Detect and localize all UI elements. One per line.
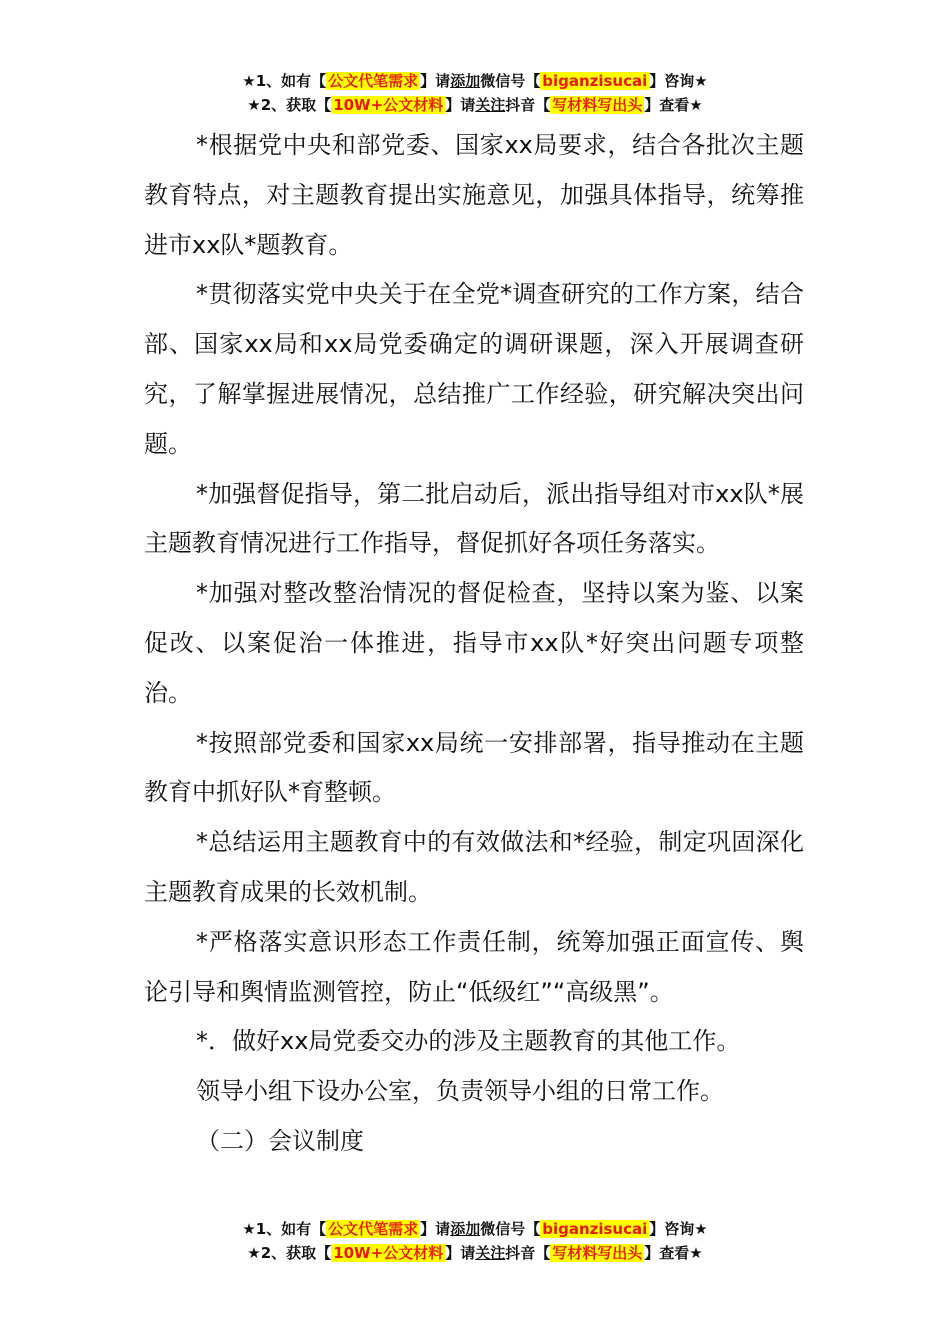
highlight-materials: 10W+公文材料 xyxy=(333,1244,444,1262)
highlight-materials: 10W+公文材料 xyxy=(333,96,444,114)
highlight-douyin: 写材料写出头 xyxy=(552,1244,643,1262)
paragraph: *加强督促指导，第二批启动后，派出指导组对市xx队*展主题教育情况进行工作指导，督促抓好各项任务落实。 xyxy=(144,479,804,558)
promo-banner-top xyxy=(0,69,950,117)
highlight-wechat-id: biganzisucai xyxy=(542,72,648,90)
paragraph: *总结运用主题教育中的有效做法和*经验，制定巩固深化主题教育成果的长效机制。 xyxy=(144,828,804,906)
paragraph: *严格落实意识形态工作责任制，统筹加强正面宣传、舆论引导和舆情监测管控，防止“低级红”“高级黑”。 xyxy=(144,927,804,1006)
paragraph: *．做好xx局党委交办的涉及主题教育的其他工作。 xyxy=(196,1027,741,1056)
promo-line-2: ★2、获取【 10W+公文材料 】请关注抖音【 写材料写出头 】查看★ xyxy=(247,96,703,114)
paragraph: *根据党中央和部党委、国家xx局要求，结合各批次主题教育特点，对主题教育提出实施意见，加强具体指导，统筹推进市xx队*题教育。 xyxy=(144,131,804,259)
document-body xyxy=(144,121,804,1167)
promo-banner-bottom xyxy=(0,1217,950,1265)
section-heading: （二）会议制度 xyxy=(196,1126,364,1155)
highlight-douyin: 写材料写出头 xyxy=(552,96,643,114)
paragraph: *按照部党委和国家xx局统一安排部署，指导推动在主题教育中抓好队*育整顿。 xyxy=(144,728,804,807)
highlight-wechat-id: biganzisucai xyxy=(542,1220,648,1238)
promo-line-2: ★2、获取【 10W+公文材料 】请关注抖音【 写材料写出头 】查看★ xyxy=(247,1244,703,1262)
promo-line-1: ★1、如有【 公文代笔需求 】请添加微信号【 biganzisucai 】咨询★ xyxy=(242,1220,708,1238)
highlight-service: 公文代笔需求 xyxy=(328,72,419,90)
paragraph: 领导小组下设办公室，负责领导小组的日常工作。 xyxy=(196,1077,724,1106)
promo-line-1: ★1、如有【 公文代笔需求 】请添加微信号【 biganzisucai 】咨询★ xyxy=(242,72,708,90)
paragraph: *贯彻落实党中央关于在全党*调查研究的工作方案，结合部、国家xx局和xx局党委确定的调研课题，深入开展调查研究，了解掌握进展情况，总结推广工作经验，研究解决突出问题。 xyxy=(144,280,804,458)
highlight-service: 公文代笔需求 xyxy=(328,1220,419,1238)
paragraph: *加强对整改整治情况的督促检查，坚持以案为鉴、以案促改、以案促治一体推进，指导市xx队*好突出问题专项整治。 xyxy=(144,579,804,707)
